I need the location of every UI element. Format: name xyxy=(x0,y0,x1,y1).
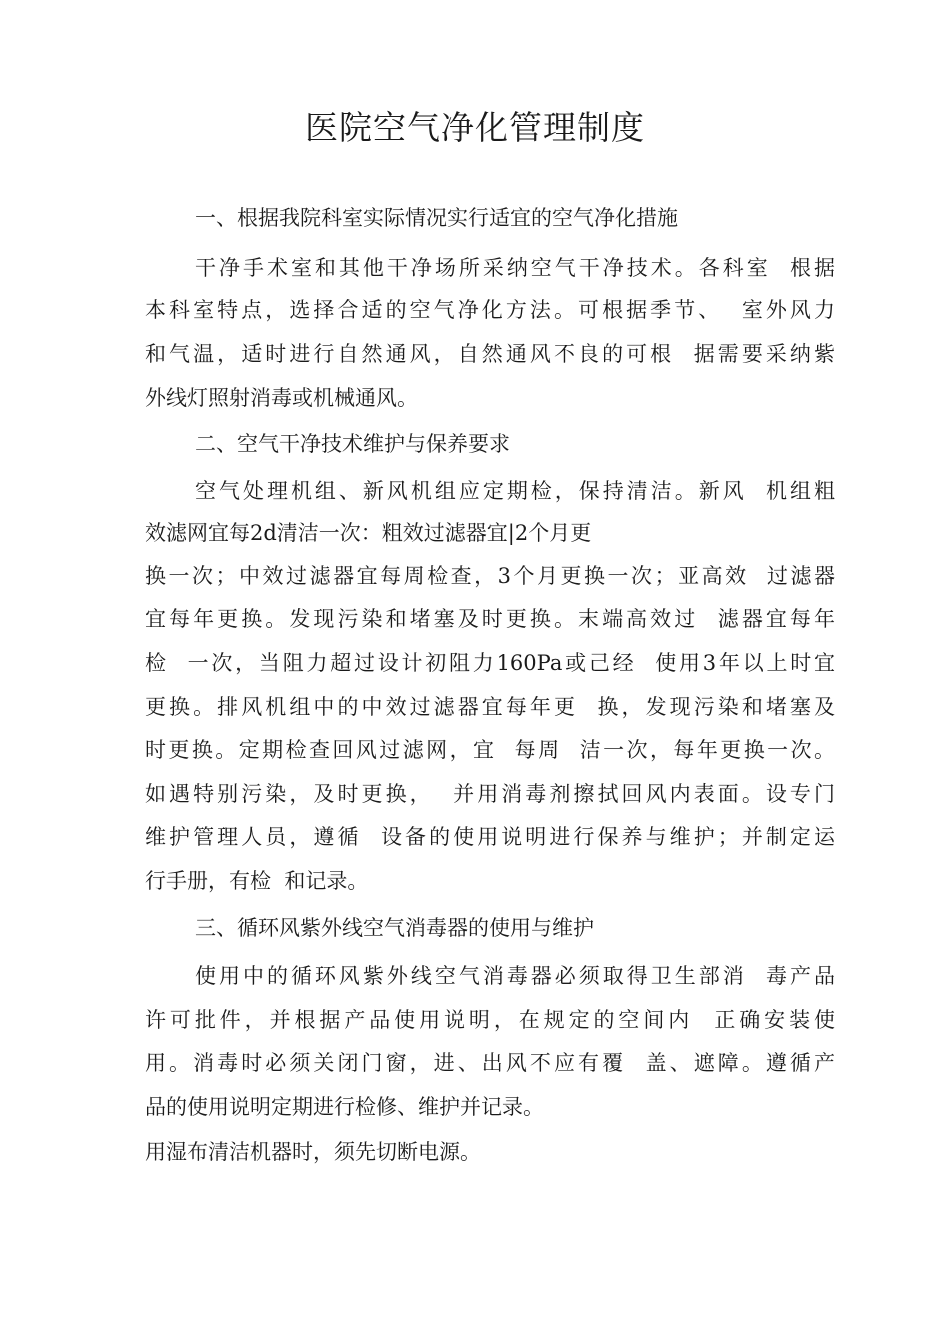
paragraph-line: 更换。排风机组中的中效过滤器宜每年更 换，发现污染和堵塞及 xyxy=(145,695,835,719)
paragraph-line: 外线灯照射消毒或机械通风。 xyxy=(145,386,418,410)
paragraph-line: 本科室特点，选择合适的空气净化方法。可根据季节、 室外风力 xyxy=(145,298,835,322)
paragraph-line: 用。消毒时必须关闭门窗，进、出风不应有覆 盖、遮障。遵循产 xyxy=(145,1051,835,1075)
paragraph-line: 时更换。定期检查回风过滤网，宜 每周 洁一次，每年更换一次。 xyxy=(145,738,835,762)
paragraph-line: 检 一次，当阻力超过设计初阻力160Pa或己经 使用3年以上时宜 xyxy=(145,651,835,675)
paragraph-line: 空气处理机组、新风机组应定期检，保持清洁。新风 机组粗 xyxy=(195,479,835,503)
document-title: 医院空气净化管理制度 xyxy=(305,108,645,147)
paragraph-line: 如遇特别污染，及时更换， 并用消毒剂擦拭回风内表面。设专门 xyxy=(145,782,835,806)
paragraph-line: 维护管理人员，遵循 设备的使用说明进行保养与维护；并制定运 xyxy=(145,825,835,849)
section-1-heading: 一、根据我院科室实际情况实行适宜的空气净化措施 xyxy=(195,206,678,230)
paragraph-line: 许可批件，并根据产品使用说明，在规定的空间内 正确安装使 xyxy=(145,1008,835,1032)
section-3-heading: 三、循环风紫外线空气消毒器的使用与维护 xyxy=(195,916,594,940)
section-2-heading: 二、空气干净技术维护与保养要求 xyxy=(195,432,510,456)
paragraph-line: 效滤网宜每2d清洁一次：粗效过滤器宜|2个月更 xyxy=(145,521,592,545)
paragraph-line: 宜每年更换。发现污染和堵塞及时更换。末端高效过 滤器宜每年 xyxy=(145,607,835,631)
paragraph-line: 行手册，有检 和记录。 xyxy=(145,869,369,893)
paragraph-line: 和气温，适时进行自然通风，自然通风不良的可根 据需要采纳紫 xyxy=(145,342,835,366)
paragraph-line: 使用中的循环风紫外线空气消毒器必须取得卫生部消 毒产品 xyxy=(195,964,835,988)
paragraph-line: 品的使用说明定期进行检修、维护并记录。 xyxy=(145,1095,544,1119)
paragraph-line: 干净手术室和其他干净场所采纳空气干净技术。各科室 根据 xyxy=(195,256,835,280)
paragraph-line: 换一次；中效过滤器宜每周检查，3个月更换一次；亚高效 过滤器 xyxy=(145,564,835,588)
paragraph-line: 用湿布清洁机器时，须先切断电源。 xyxy=(145,1140,481,1164)
